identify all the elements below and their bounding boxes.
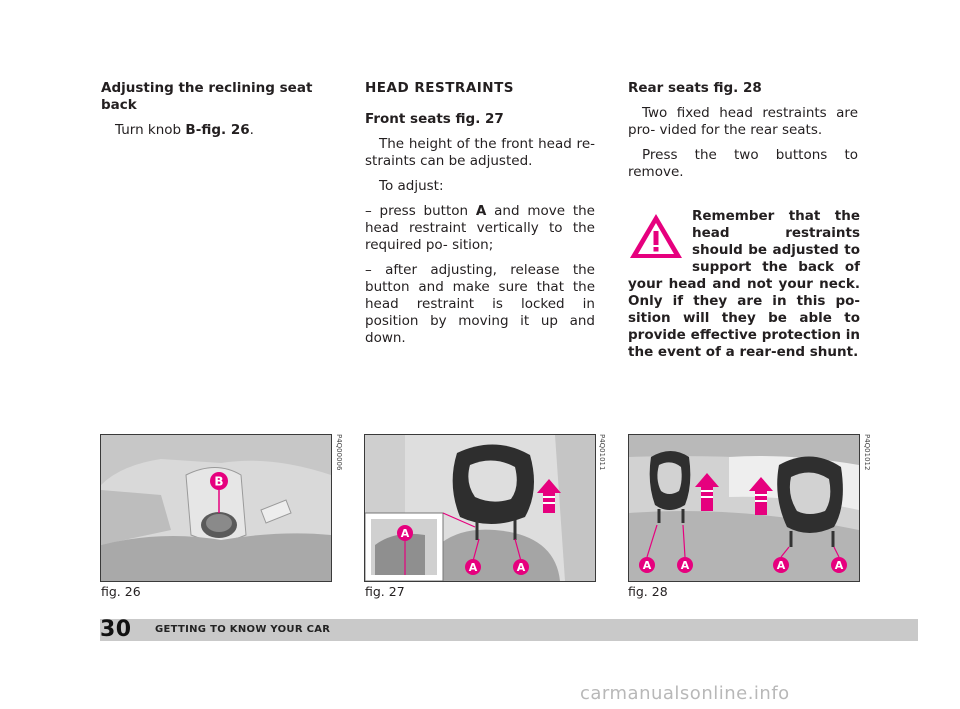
figure-caption: fig. 26 [101,584,141,599]
paragraph-turn-knob: Turn knob B-fig. 26. [115,122,254,138]
paragraph-remove: Press the two buttons to remove. [628,147,858,180]
figure-caption: fig. 28 [628,584,668,599]
figure-label: A [400,527,410,540]
figure-label: A [776,559,786,572]
figure-28-rear-head-restraints [628,434,860,582]
figure-label: A [516,561,526,574]
warning-triangle-icon [628,212,684,260]
figure-code: P4Q01012 [863,434,871,471]
subheading-front-seats: Front seats fig. 27 [365,111,504,127]
figure-label: A [468,561,478,574]
column-seat-back [101,80,333,147]
warning-block [628,208,860,361]
subheading-rear-seats: Rear seats fig. 28 [628,80,762,96]
figure-label: A [834,559,844,572]
figure-label: A [680,559,690,572]
figure-label: A [642,559,652,572]
paragraph-to-adjust: To adjust: [379,178,444,194]
watermark: carmanualsonline.info [580,683,790,704]
paragraph-fixed-restraints: Two fixed head restraints are pro- vided for the rear seats. [628,105,858,138]
page-number: 30 [100,617,132,642]
figure-26-seat-knob [100,434,332,582]
paragraph-height: The height of the front head re- straints can be adjusted. [365,136,595,169]
figure-label: B [214,474,224,489]
footer-section-title: GETTING TO KNOW YOUR CAR [155,624,331,635]
heading-reclining-seat: Adjusting the reclining seat back [101,80,313,113]
warning-text: Remember that the head restraints should be adjusted to support the back of your head and not your neck. Only if they are in this po- sition will they be able to provide effective protection in the event of a rear-end shunt. [628,208,860,360]
figure-code: P4Q00006 [335,434,343,471]
figure-27-front-head-restraint [364,434,596,582]
column-rear-seats [628,80,858,189]
paragraph-after-adjusting: – after adjusting, release the button and make sure that the head restraint is locked in position by moving it up and down. [365,262,595,346]
section-title: HEAD RESTRAINTS [365,80,515,96]
figure-code: P4Q01011 [598,434,606,471]
paragraph-press-button: – press button A and move the head restraint vertically to the required po- sition; [365,203,595,253]
column-head-restraints [365,80,595,355]
figure-caption: fig. 27 [365,584,405,599]
